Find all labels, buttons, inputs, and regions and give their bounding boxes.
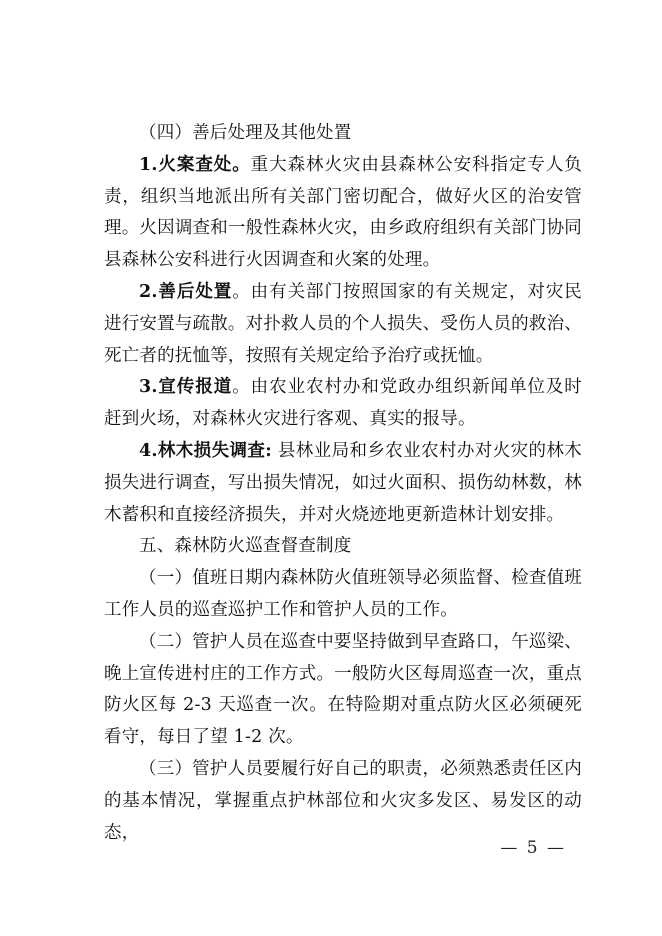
paragraph-patrol-item-3 (104, 754, 582, 849)
paragraph-patrol-item-1 (104, 563, 582, 627)
paragraph-text: 县林业局和乡农业农村办对火灾的林木损失进行调查，写出损失情况，如过火面积、损伤幼林数，林木蓄积和直接经济损失，并对火烧迹地更新造林计划安排。 (104, 440, 582, 525)
paragraph-lead: 3.宣传报道 (139, 377, 233, 398)
paragraph-lead: 4.林木损失调查: (139, 440, 272, 461)
paragraph-text: 。由农业农村办和党政办组织新闻单位及时赶到火场，对森林火灾进行客观、真实的报导。 (104, 377, 582, 430)
paragraph-text: 五、森林防火巡查督查制度 (139, 536, 352, 557)
paragraph-aftermath-handling (104, 277, 582, 372)
paragraph-publicity-reporting (104, 372, 582, 436)
paragraph-text: 重大森林火灾由县森林公安科指定专人负责，组织当地派出所有关部门密切配合，做好火区的治安管理。火因调查和一般性森林火灾，由乡政府组织有关部门协同县森林公安科进行火因调查和火案的处理。 (104, 154, 582, 271)
paragraph-lead: 1.火案查处。 (139, 154, 251, 175)
paragraph-text: （二）管护人员在巡查中要坚持做到早查路口，午巡梁、晚上宣传进村庄的工作方式。一般防火区每周巡查一次，重点防火区每 2-3 天巡查一次。在特险期对重点防火区必须硬死看守，每日了望 1-2 次。 (104, 631, 582, 748)
document-body (104, 118, 582, 849)
section-heading-aftermath (104, 118, 582, 150)
paragraph-text: （三）管护人员要履行好自己的职责，必须熟悉责任区内的基本情况，掌握重点护林部位和火灾多发区、易发区的动态， (104, 758, 582, 843)
paragraph-fire-case-investigation (104, 150, 582, 277)
page-number: — 5 — (500, 838, 566, 858)
paragraph-timber-loss-survey (104, 436, 582, 531)
paragraph-text: （一）值班日期内森林防火值班领导必须监督、检查值班工作人员的巡查巡护工作和管护人员的工作。 (104, 568, 582, 620)
paragraph-patrol-item-2 (104, 627, 582, 754)
paragraph-text: （四）善后处理及其他处置 (139, 123, 352, 143)
section-heading-patrol-system (104, 531, 582, 563)
paragraph-text: 。由有关部门按照国家的有关规定，对灾民进行安置与疏散。对扑救人员的个人损失、受伤人员的救治、死亡者的抚恤等，按照有关规定给予治疗或抚恤。 (104, 281, 582, 366)
paragraph-lead: 2.善后处置 (139, 281, 233, 302)
